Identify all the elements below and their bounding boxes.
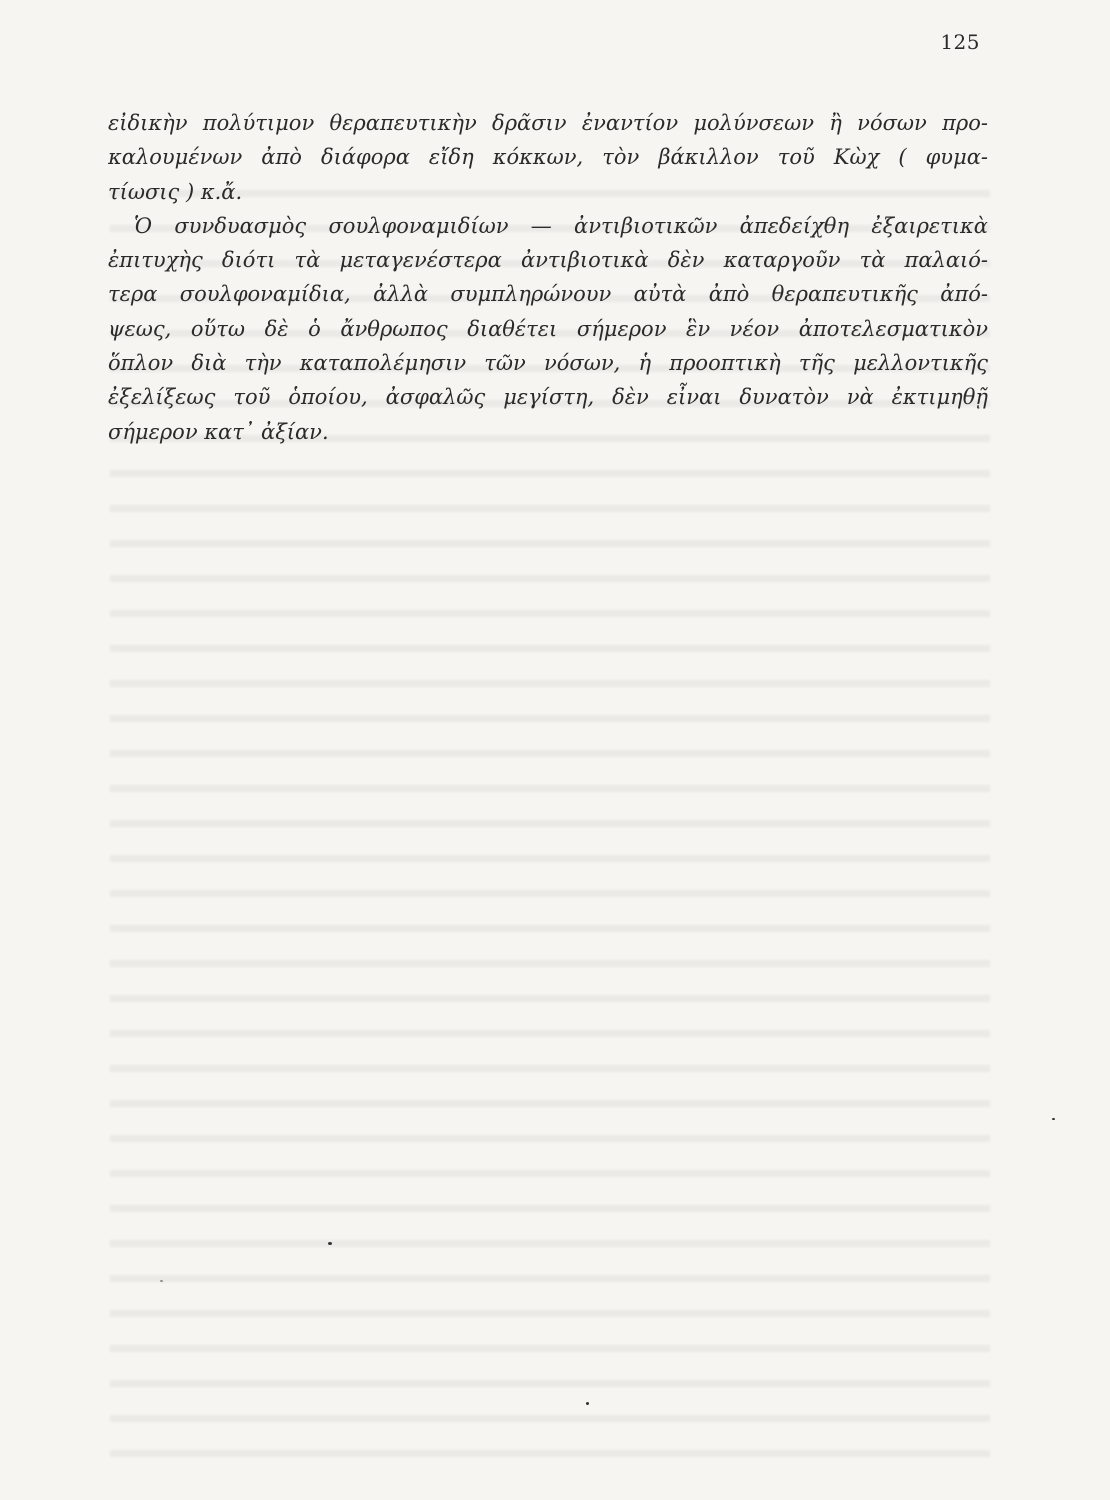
body-paragraphs [108,106,988,449]
scan-speck [1052,1118,1055,1120]
text-line: ἐξελίξεως τοῦ ὁποίου, ἀσφαλῶς μεγίστη, δὲν εἶναι δυνατὸν νὰ ἐκτιμηθῇ [108,385,988,410]
scan-speck [160,1280,163,1282]
text-line: ὅπλον διὰ τὴν καταπολέμησιν τῶν νόσων, ἡ προοπτικὴ τῆς μελλοντικῆς [108,351,988,376]
page-number: 125 [940,30,980,54]
text-line: σήμερον κατ᾽ ἀξίαν. [108,419,329,444]
scan-speck [328,1242,332,1245]
text-line: εἰδικὴν πολύτιμον θεραπευτικὴν δρᾶσιν ἐναντίον μολύνσεων ἢ νόσων προ- [108,111,988,135]
text-line: τερα σουλφοναμίδια, ἀλλὰ συμπληρώνουν αὐτὰ ἀπὸ θεραπευτικῆς ἀπό- [108,282,988,307]
text-line: καλουμένων ἀπὸ διάφορα εἴδη κόκκων, τὸν βάκιλλον τοῦ Κὼχ ( φυμα- [108,145,988,170]
scan-speck [586,1402,589,1405]
text-line: ψεως, οὕτω δὲ ὁ ἄνθρωπος διαθέτει σήμερον ἓν νέον ἀποτελεσματικὸν [108,316,988,341]
text-line: ἐπιτυχὴς διότι τὰ μεταγενέστερα ἀντιβιοτικὰ δὲν καταργοῦν τὰ παλαιό- [108,248,988,273]
text-line: τίωσις ) κ.ἄ. [108,179,243,204]
paragraph-first-line: Ὁ συνδυασμὸς σουλφοναμιδίων — ἀντιβιοτικῶν ἀπεδείχθη ἐξαιρετικὰ [134,213,988,238]
